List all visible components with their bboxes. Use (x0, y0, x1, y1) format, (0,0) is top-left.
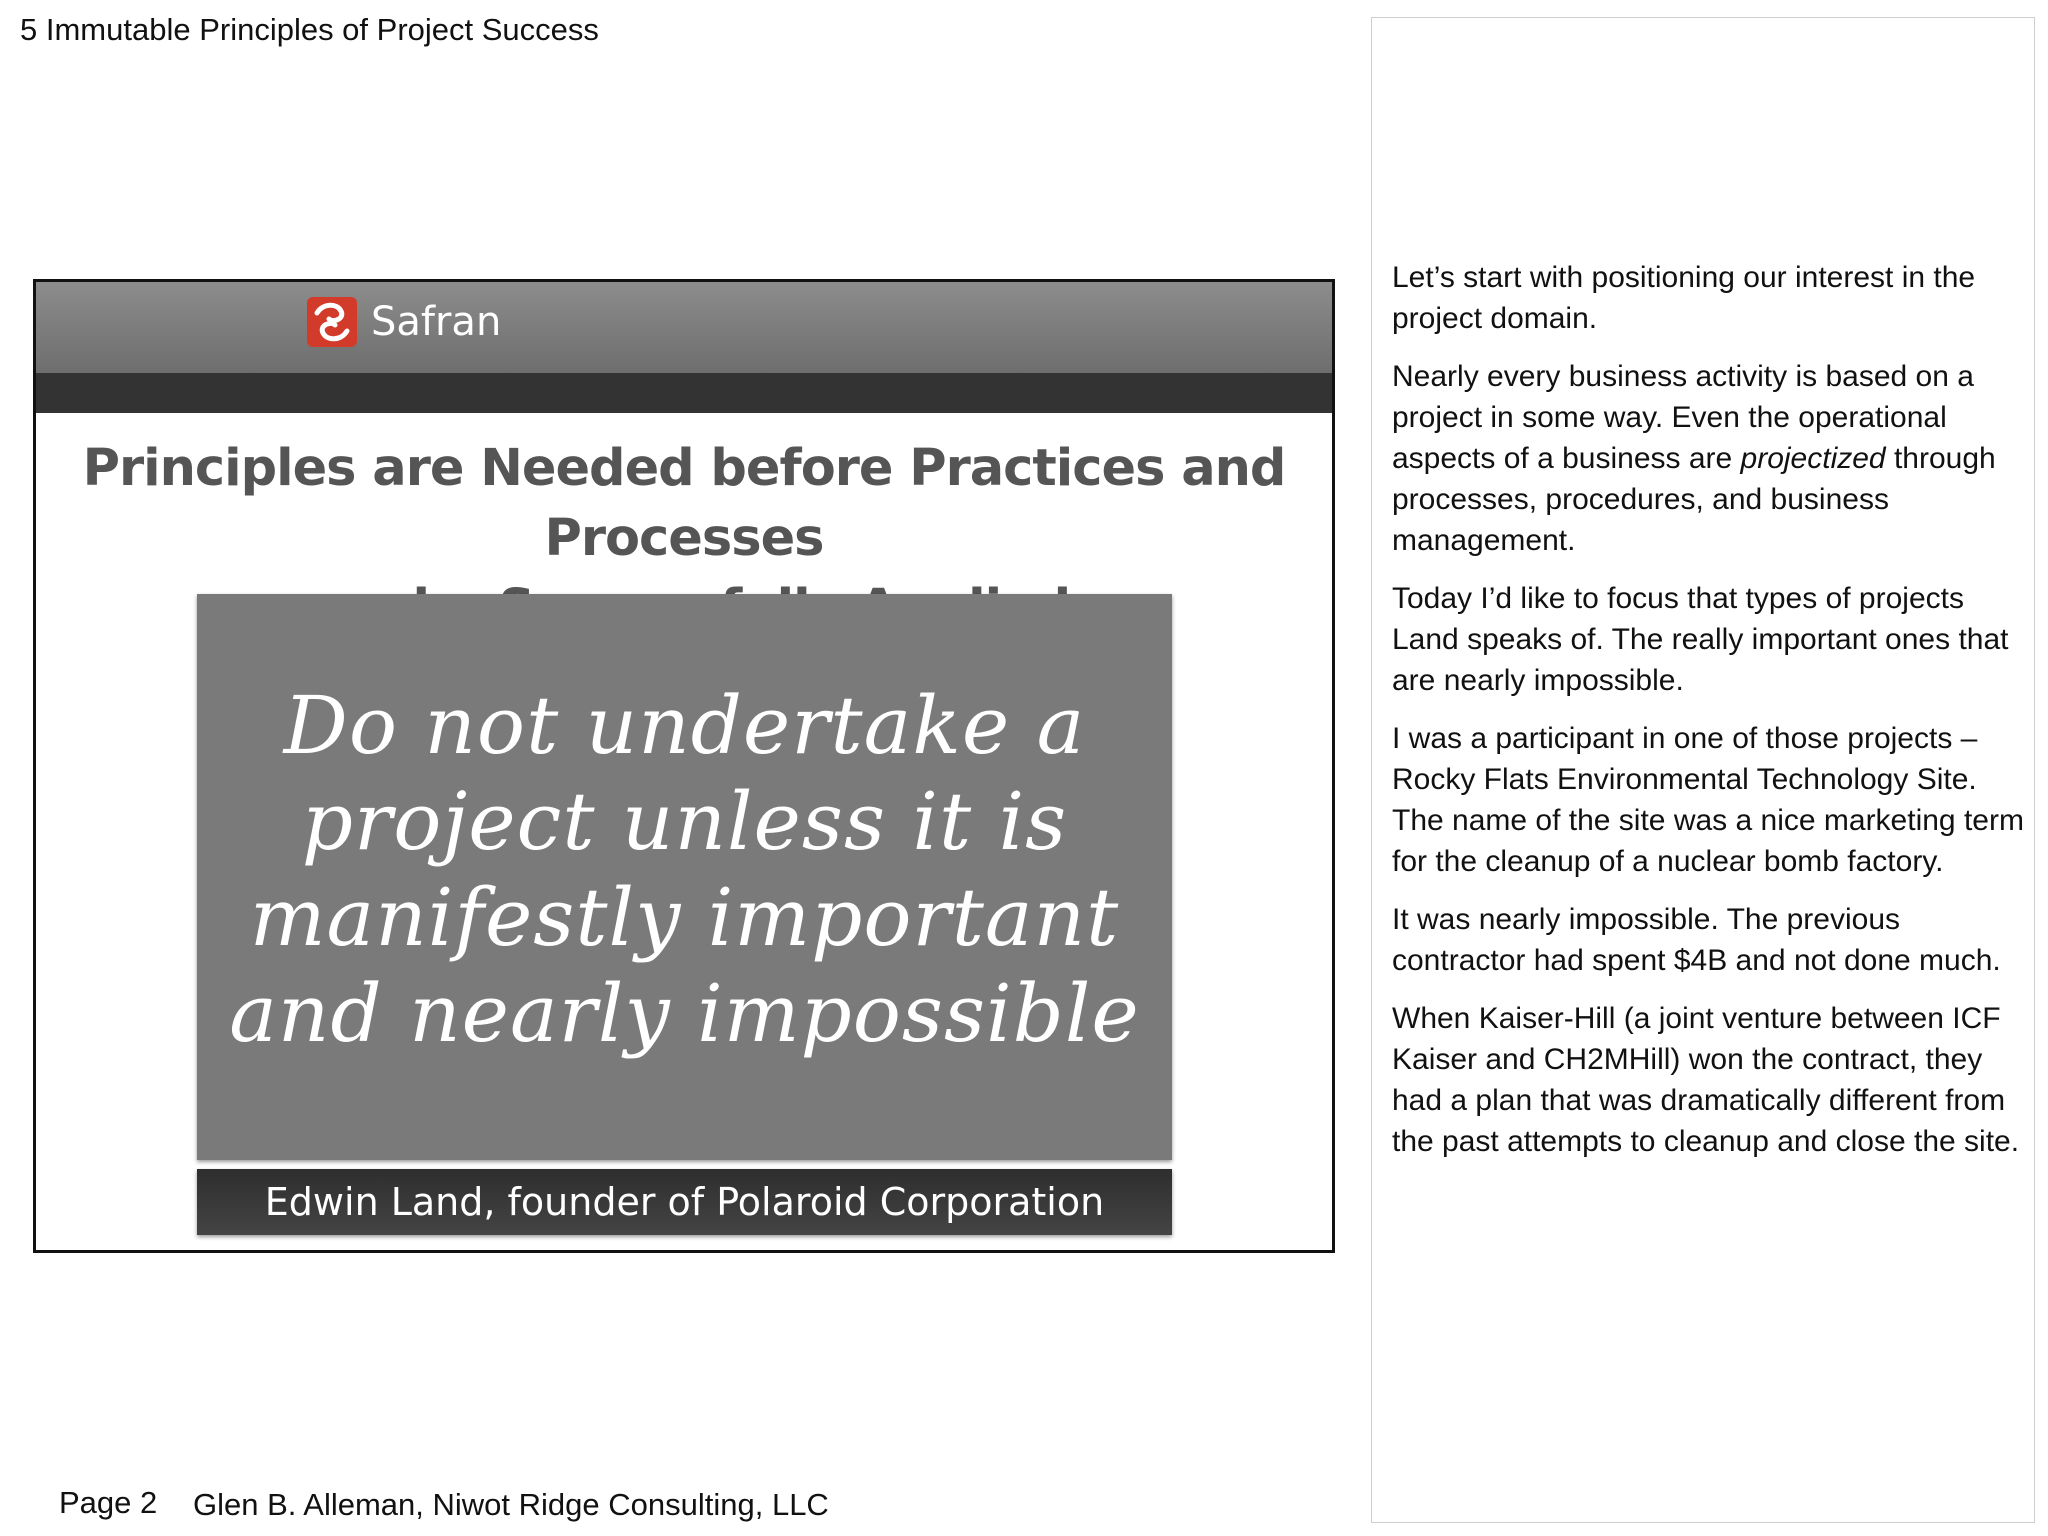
document-title: 5 Immutable Principles of Project Success (20, 12, 599, 47)
slide-image (33, 279, 1335, 1253)
footer-author: Glen B. Alleman, Niwot Ridge Consulting, LLC (193, 1487, 829, 1522)
quote-line: project unless it is (301, 775, 1068, 868)
slide-header-bar (36, 373, 1332, 413)
notes-paragraph: It was nearly impossible. The previous contractor had spent $4B and not done much. (1392, 903, 2001, 977)
notes-text-run: through processes, procedures, and business management. (1392, 442, 1996, 557)
quote-line: manifestly important (249, 871, 1120, 964)
notes-text-run: Nearly every business activity is based on a project in some way. Even the operational aspects of a business are (1392, 360, 1974, 475)
notes-italic-term: projectized (1740, 442, 1886, 475)
slide-header (36, 282, 1332, 373)
safran-logo (307, 297, 501, 347)
page-number: Page 2 (59, 1485, 158, 1520)
notes-paragraph: Let’s start with positioning our interest in the project domain. (1392, 261, 1976, 335)
notes-paragraph: When Kaiser-Hill (a joint venture between ICF Kaiser and CH2MHill) won the contract, they had a plan that was dramatically different from the past attempts to cleanup and close the site. (1392, 1002, 2020, 1158)
quote-box (197, 594, 1172, 1160)
quote-text (197, 678, 1172, 1062)
quote-line: and nearly impossible (229, 967, 1140, 1060)
speaker-notes (1392, 257, 2032, 1179)
notes-paragraph: I was a participant in one of those projects – Rocky Flats Environmental Technology Site. The name of the site was a nice marketing term for the cleanup of a nuclear bomb factory. (1392, 722, 2024, 878)
slide-heading-line-1: Principles are Needed before Practices and Processes (82, 439, 1286, 568)
notes-paragraph (1392, 356, 2032, 561)
quote-attribution: Edwin Land, founder of Polaroid Corporation (197, 1169, 1172, 1235)
notes-paragraph: Today I’d like to focus that types of projects Land speaks of. The really important ones that are nearly impossible. (1392, 582, 2009, 697)
safran-logo-text: Safran (371, 299, 502, 345)
quote-line: Do not undertake a (283, 679, 1086, 772)
safran-logo-icon (307, 297, 357, 347)
